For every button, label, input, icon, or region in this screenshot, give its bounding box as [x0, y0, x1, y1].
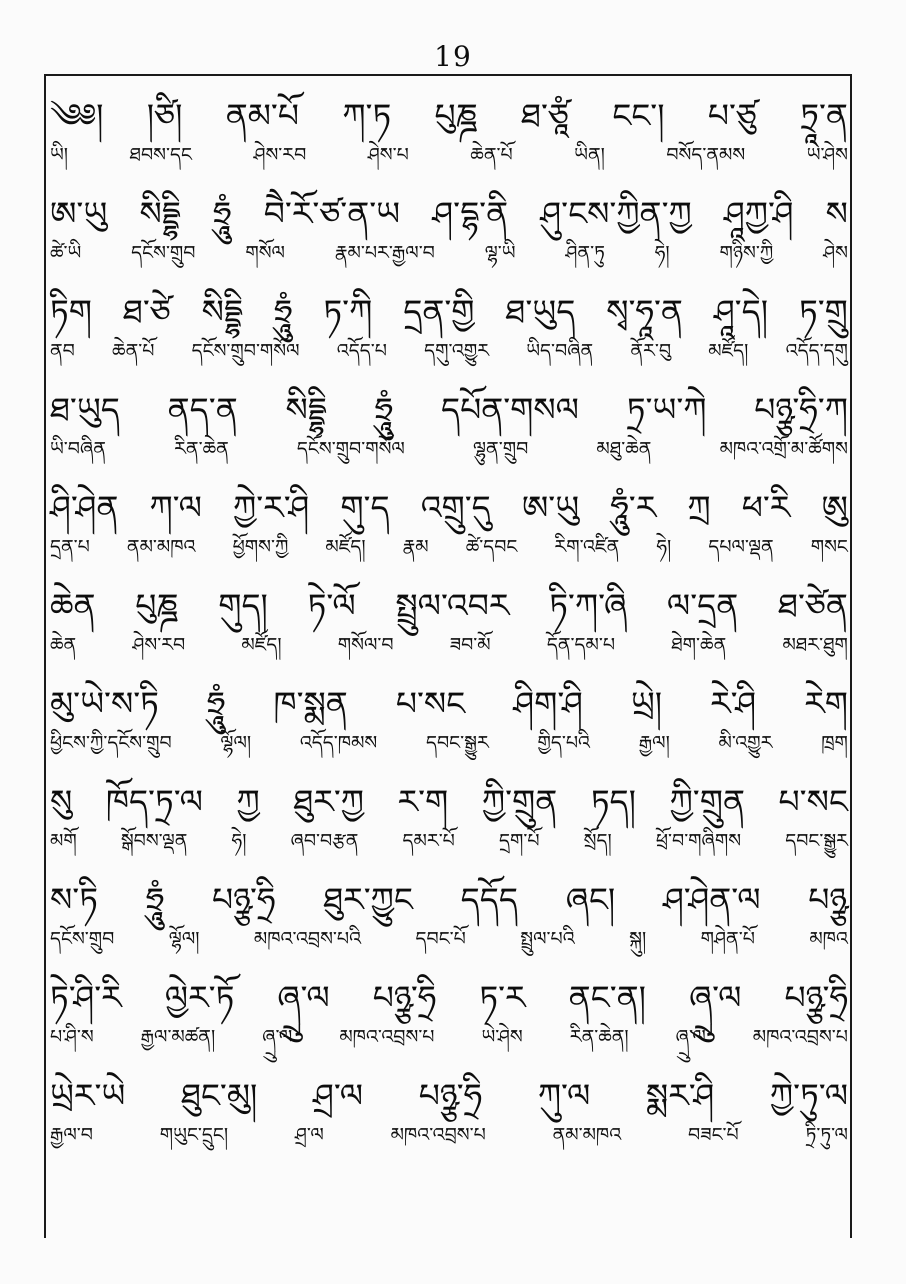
main-word: ཀུ་ལ	[537, 1076, 591, 1115]
main-word: ཁོད་ཏྲ་ལ	[105, 782, 203, 821]
gloss-word: ཐབས་དང	[129, 144, 192, 166]
main-word: ཧཱུཾ་ར	[610, 488, 657, 527]
gloss-word: ཟབ་མོ	[449, 634, 491, 656]
main-word: ཏྲཱ་ན	[800, 96, 848, 135]
gloss-word: ལྷོལ།	[220, 732, 252, 754]
main-word: ཕ་རི	[741, 488, 791, 527]
main-word: ཧྲཱུཾ	[273, 292, 293, 331]
text-line	[50, 778, 848, 876]
gloss-text-row	[50, 1120, 848, 1150]
main-word: པཉྩ	[808, 880, 848, 919]
main-word: སྨར་ཤི	[645, 1076, 715, 1115]
main-word: ཏྲ་ཡ་ཀེ	[626, 390, 707, 429]
gloss-word: མཛོད།	[241, 634, 282, 656]
main-word: ཐ་ཡུད	[50, 390, 120, 429]
gloss-word: དམར་པོ	[402, 830, 455, 852]
main-word: ཏེ་ཤི་རི	[50, 978, 122, 1017]
gloss-word: རིན་ཆེན	[174, 438, 229, 460]
main-word: ཏ་ར	[479, 978, 526, 1017]
main-text-row	[50, 974, 848, 1022]
gloss-word: ཆེན་པོ	[112, 340, 155, 362]
gloss-word: ཤིན་ཏུ	[565, 242, 605, 264]
gloss-word: ཞྲུ་ལ	[262, 1026, 293, 1048]
gloss-word: མཁའ་འབྲས་པ	[752, 1026, 848, 1048]
main-word: ཀ་ལ	[149, 488, 202, 527]
main-word: འགྲུ་དུ	[420, 488, 491, 527]
gloss-word: ཧེ།	[231, 830, 247, 852]
main-word: པ་སང	[395, 684, 466, 723]
main-word: ཐུང་མུ།	[180, 1076, 258, 1115]
gloss-text-row	[50, 728, 848, 758]
text-line	[50, 1072, 848, 1170]
main-word: ཨུ	[821, 488, 848, 527]
main-word: གུ་ད	[340, 488, 390, 527]
gloss-word: འདོད་ཁམས	[299, 732, 378, 754]
main-word: སིདྡྷི	[285, 390, 327, 429]
main-word: པུཎྜ	[135, 586, 179, 625]
gloss-word: ཤེས་པ	[367, 144, 409, 166]
gloss-word: འདོད་པ	[336, 340, 387, 362]
main-word: དདོད	[460, 880, 518, 919]
main-word: ནད་ན	[167, 390, 238, 429]
gloss-word: ཁྲག	[821, 732, 848, 754]
main-word: ཤ་དྷ་ནི	[432, 194, 509, 233]
main-word: དཔོན་གསལ	[440, 390, 579, 429]
main-text-row	[50, 386, 848, 434]
gloss-word: ཡིད་བཞིན	[526, 340, 594, 362]
main-word: དྲན་གྱི	[403, 292, 475, 331]
gloss-word: མཁའ	[809, 928, 848, 950]
main-word: ཐ་ཡུད	[505, 292, 576, 331]
main-word: ཐ་ཙེ	[122, 292, 171, 331]
text-line	[50, 582, 848, 680]
main-text-row	[50, 582, 848, 630]
main-word: ར་ག	[397, 782, 449, 821]
gloss-word: དྲན་པ	[50, 536, 90, 558]
gloss-word: སྐུ།	[629, 928, 647, 950]
gloss-word: བཟང་པོ	[688, 1124, 739, 1146]
gloss-word: རྒྱལ་བ	[50, 1124, 93, 1146]
main-word: པ་ཙུ	[707, 96, 757, 135]
main-word: ཤུ་ངས་ཀྱིན་ཀྱ	[540, 194, 692, 233]
gloss-word: སྤྲུལ་པའི	[520, 928, 575, 950]
main-word: ཐུར་ཀྱ	[293, 782, 364, 821]
main-word: ཐུར་ཀྱུང	[323, 880, 413, 919]
gloss-word: གཡུང་དྲུང།	[159, 1124, 229, 1146]
main-word: ནམ་པོ	[225, 96, 299, 135]
main-text-row	[50, 190, 848, 238]
gloss-word: ཕྱིངས་ཀྱི་དངོས་གྲུབ	[50, 732, 172, 754]
gloss-word: ནམ་མཁའ	[552, 1124, 622, 1146]
text-line	[50, 680, 848, 778]
main-word: ས་ཏི	[50, 880, 98, 919]
main-word: ཏ་ཀི	[323, 292, 373, 331]
gloss-word: སྒོབས་ལྡན	[120, 830, 188, 852]
main-word: སྤྲུལ་འབར	[395, 586, 510, 625]
gloss-word: རིན་ཆེན།	[569, 1026, 629, 1048]
gloss-word: ཡེ་ཤེས	[806, 144, 848, 166]
gloss-word: ཤེས་རབ	[253, 144, 307, 166]
gloss-word: ཡི་བཞིན	[50, 438, 106, 460]
gloss-word: མཁའ་འབྲས་པ	[339, 1026, 435, 1048]
gloss-word: ཤེས་རབ	[132, 634, 186, 656]
main-word: ཞང།	[565, 880, 616, 919]
main-word: ཨ་ཡུ	[521, 488, 580, 527]
main-word: སུ	[50, 782, 73, 821]
main-text-row	[50, 484, 848, 532]
main-word: པཉྩ་ཧྲི	[418, 1076, 483, 1115]
gloss-text-row	[50, 336, 848, 366]
text-line	[50, 876, 848, 974]
main-word: ཏིག	[50, 292, 92, 331]
gloss-word: མི་འགྱུར	[718, 732, 773, 754]
text-line	[50, 386, 848, 484]
gloss-word: མཐུ་ཆེན	[596, 438, 652, 460]
gloss-word: དབང་པོ	[415, 928, 466, 950]
main-word: ཀྱི་གྲུན	[669, 782, 745, 821]
main-word: ཏད།	[590, 782, 636, 821]
gloss-word: ནབ	[50, 340, 75, 362]
main-word: སྭ་ཧཱ་ན	[606, 292, 683, 331]
gloss-text-row	[50, 924, 848, 954]
gloss-word: རྣམ་པར་རྒྱལ་བ	[334, 242, 435, 264]
page-number: 19	[434, 40, 472, 73]
gloss-text-row	[50, 238, 848, 268]
main-word: ཤཱ་དེ།	[713, 292, 769, 331]
main-word: ཧྲཱུཾ	[213, 194, 232, 233]
main-word: སིདྡྷི	[139, 194, 181, 233]
main-word: རེ་ཤི	[710, 684, 757, 723]
main-word: པ་སང	[778, 782, 848, 821]
main-word: ཀ་ཏ	[342, 96, 392, 135]
text-line	[50, 484, 848, 582]
main-word: ཀྱེ་ཏུ་ལ	[769, 1076, 848, 1115]
gloss-word: ཡེ་ཤེས	[481, 1026, 523, 1048]
gloss-word: ལྷོལ།	[168, 928, 200, 950]
text-line	[50, 974, 848, 1072]
main-word: ཀྱི་གྲུན	[481, 782, 558, 821]
gloss-word: དབང་སྒྱུར	[425, 732, 489, 754]
gloss-word: ཆེན་པོ	[470, 144, 513, 166]
text-line	[50, 190, 848, 288]
main-word: ཀྱེ་ར་ཤི	[233, 488, 310, 527]
main-text-row	[50, 680, 848, 728]
gloss-text-row	[50, 1022, 848, 1052]
main-word: གུད།	[218, 586, 268, 625]
gloss-word: ནམ་མཁའ	[126, 536, 196, 558]
main-text-row	[50, 778, 848, 826]
main-word: ༄༅།	[50, 96, 104, 135]
gloss-word: ཡིན།	[574, 144, 605, 166]
main-word: ཐ་ཙཱཾ	[521, 96, 569, 135]
gloss-word: ཧེ།	[656, 536, 672, 558]
main-word: པཉྩ་ཧྲི	[211, 880, 276, 919]
main-text-row	[50, 288, 848, 336]
gloss-word: རྣམ	[402, 536, 429, 558]
main-word: པུཎྜ	[434, 96, 478, 135]
main-word: པཉྩ་ཧྲི་ཀ	[754, 390, 848, 429]
main-word: ཡྲེ།	[630, 684, 663, 723]
gloss-text-row	[50, 826, 848, 856]
main-word: ཐ་ཙེན	[778, 586, 848, 625]
main-word: ཀྲ	[687, 488, 711, 527]
main-word: རེག	[804, 684, 848, 723]
gloss-word: རྒྱལ།	[638, 732, 670, 754]
gloss-word: ཤེས	[823, 242, 848, 264]
gloss-word: གསོལ	[245, 242, 285, 264]
gloss-word: བསོད་ནམས	[666, 144, 746, 166]
gloss-word: ཏྲི་ཏུ་ལ	[805, 1124, 848, 1146]
main-word: ནང་ན།	[568, 978, 646, 1017]
main-word: པཉྩ་ཧྲི	[784, 978, 848, 1017]
gloss-word: རིག་འཛིན	[554, 536, 620, 558]
gloss-word: ཚེ་ཡི	[50, 242, 82, 264]
gloss-word: དབང་སྒྱུར	[785, 830, 848, 852]
gloss-word: གསོལ་བ	[337, 634, 394, 656]
text-line	[50, 92, 848, 190]
gloss-text-row	[50, 434, 848, 464]
gloss-word: གྱིད་པའི	[537, 732, 591, 754]
gloss-word: གསང	[810, 536, 848, 558]
main-word: ཧྲཱུཾ	[374, 390, 394, 429]
gloss-word: པ་ཤི་ས	[50, 1026, 94, 1048]
main-word: ཤཱཀྱ་ཤི	[723, 194, 794, 233]
main-word: ཆེན	[50, 586, 96, 625]
gloss-word: སྲོད།	[583, 830, 612, 852]
main-word: །ཙི།	[146, 96, 183, 135]
gloss-word: ལྷུན་གྲུབ	[473, 438, 529, 460]
main-word: སིདྡྷི	[201, 292, 244, 331]
gloss-word: མཁའ་འབྲས་པའི	[253, 928, 362, 950]
main-word: ཏེ་ལོ	[307, 586, 356, 625]
main-word: ས	[825, 194, 848, 233]
gloss-word: མགོ	[50, 830, 77, 852]
gloss-word: དངོས་གྲུབ་གསོལ	[191, 340, 300, 362]
gloss-word: ལྷ་ཡི	[484, 242, 516, 264]
gloss-word: མཛོད།	[708, 340, 749, 362]
gloss-word: ཚེ་དབང	[465, 536, 518, 558]
gloss-word: ཧེ།	[654, 242, 670, 264]
gloss-word: དངོས་གྲུབ	[131, 242, 196, 264]
main-word: པཉྩ་ཧྲི	[372, 978, 437, 1017]
main-word: ཧྲཱུཾ	[145, 880, 165, 919]
gloss-word: མཐར་ཐུག	[782, 634, 848, 656]
main-word: ཤྲ་ལ	[312, 1076, 364, 1115]
gloss-word: ཕྲོ་བ་གཞིགས	[655, 830, 742, 852]
gloss-word: འདོད་དགུ	[785, 340, 848, 362]
gloss-word: དགུ་འགྱུར	[424, 340, 490, 362]
main-word: ཏི་ཀ་ཞི	[549, 586, 628, 625]
gloss-word: མཁའ་འབྲས་པ	[390, 1124, 486, 1146]
main-text-row	[50, 1072, 848, 1120]
text-line	[50, 288, 848, 386]
gloss-word: མཛོད།	[325, 536, 366, 558]
gloss-word: ཆེན	[50, 634, 77, 656]
main-word: ཞྲུ་ལ	[277, 978, 330, 1017]
main-word: ཨ་ཡུ	[50, 194, 108, 233]
gloss-word: ཡི།	[50, 144, 68, 166]
gloss-word: ཤྲ་ལ	[294, 1124, 324, 1146]
main-word: ཤི་ཤེན	[50, 488, 119, 527]
main-text-row	[50, 876, 848, 924]
main-text-row	[50, 92, 848, 140]
main-word: ངང་།	[612, 96, 665, 135]
main-word: ཏ་གྲུ	[798, 292, 848, 331]
main-word: ལ་དྲན	[666, 586, 739, 625]
gloss-word: ཐེག་ཆེན	[671, 634, 727, 656]
gloss-word: དཔལ་ལྡན	[708, 536, 774, 558]
gloss-word: ནོར་བུ	[630, 340, 672, 362]
gloss-word: ཞབ་བརྩན	[290, 830, 359, 852]
gloss-text-row	[50, 140, 848, 170]
main-word: མུ་ཡེ་ས་ཏི	[50, 684, 159, 723]
gloss-word: ཕྱོགས་ཀྱི	[232, 536, 289, 558]
main-word: བཻ་རོ་ཙ་ན་ཡ	[263, 194, 401, 233]
main-word: ཡྲེར་ཡེ	[50, 1076, 126, 1115]
text-body	[50, 92, 848, 1170]
main-word: ལྱེར་ཏོ	[164, 978, 235, 1017]
gloss-word: དངོས་གྲུབ་གསོལ	[296, 438, 405, 460]
gloss-word: དངོས་གྲུབ	[50, 928, 115, 950]
gloss-word: དྲག་པོ	[499, 830, 540, 852]
gloss-text-row	[50, 532, 848, 562]
main-word: ཞྲུ་ལ	[689, 978, 742, 1017]
gloss-word: གཉིས་ཀྱི	[719, 242, 774, 264]
gloss-word: རྒྱལ་མཚན།	[140, 1026, 216, 1048]
main-word: ཤིག་ཤི	[513, 684, 583, 723]
gloss-word: མཁའ་འགྲོ་མ་ཚོགས	[719, 438, 848, 460]
main-word: ཧྲཱུཾ	[206, 684, 226, 723]
gloss-word: ཞྲུ་ལ	[675, 1026, 706, 1048]
gloss-word: གཤེན་པོ	[700, 928, 755, 950]
main-word: ཀྱ	[236, 782, 260, 821]
main-word: ཁ་སྨན	[273, 684, 348, 723]
gloss-word: དོན་དམ་པ	[546, 634, 616, 656]
gloss-text-row	[50, 630, 848, 660]
main-word: ཤ་ཤེན་ལ	[662, 880, 761, 919]
